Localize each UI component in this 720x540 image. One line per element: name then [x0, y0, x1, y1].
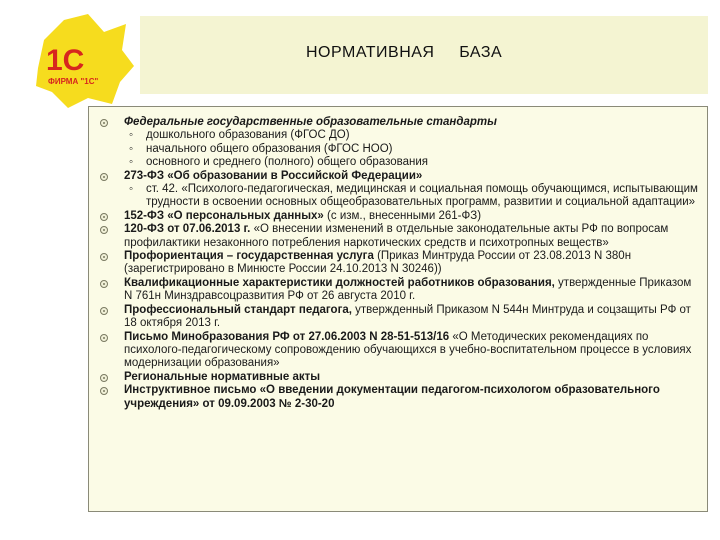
bullet-icon: [100, 119, 108, 127]
bullet-icon: [100, 374, 108, 382]
sub-list: [124, 183, 699, 210]
logo-caption: ФИРМА "1С": [48, 77, 99, 86]
item-lead: Квалификационные характеристики должностей работников образования,: [124, 276, 555, 289]
item-lead: Федеральные государственные образовательные стандарты: [124, 116, 497, 128]
logo-text: 1С: [46, 44, 85, 77]
list-item: [89, 277, 707, 304]
bullet-icon: [100, 226, 108, 234]
list-item: [89, 223, 707, 250]
bullet-icon: [100, 253, 108, 261]
item-lead: Инструктивное письмо «О введении документации педагогом-психологом образовательного учреждения» от 09.09.2003 № 2-30-20: [124, 384, 660, 410]
sub-list: [124, 129, 699, 169]
bullet-icon: [100, 387, 108, 395]
sub-item: ◦ дошкольного образования (ФГОС ДО): [124, 129, 699, 142]
item-text: «О Методических рекомендациях по психолого-педагогическому сопровождению обучающихся в учебно-воспитательном процессе в условиях модернизации образования»: [124, 330, 692, 370]
sub-item: ◦ ст. 42. «Психолого-педагогическая, медицинская и социальная помощь обучающимся, испытывающим трудности в освоении основных общеобразовательных программ, развитии и социальной адаптации»: [124, 183, 699, 210]
norms-list: [89, 116, 707, 411]
item-text: «О внесении изменений в отдельные законодательные акты РФ по вопросам профилактики незаконного потребления наркотических средств и психотропных веществ»: [124, 223, 669, 249]
list-item: [89, 210, 707, 223]
item-lead: 152-ФЗ «О персональных данных»: [124, 209, 324, 222]
content-box: [88, 106, 708, 512]
bullet-icon: [100, 213, 108, 221]
list-item: [89, 116, 707, 170]
list-item: [89, 384, 707, 411]
page-title: НОРМАТИВНАЯ БАЗА: [306, 44, 503, 61]
item-lead: 273-ФЗ «Об образовании в Российской Федерации»: [124, 169, 423, 182]
bullet-icon: [100, 280, 108, 288]
list-item: [89, 304, 707, 331]
item-text: утвержденные Приказом N 761н Минздравсоцразвития РФ от 26 августа 2010 г.: [124, 276, 692, 303]
sub-item: ◦ начального общего образования (ФГОС НОО): [124, 143, 699, 156]
bullet-icon: [100, 307, 108, 315]
item-lead: Региональные нормативные акты: [124, 370, 321, 383]
list-item: [89, 371, 707, 384]
list-item: [89, 170, 707, 210]
list-item: [89, 250, 707, 277]
bullet-icon: [100, 334, 108, 342]
item-text: (с изм., внесенными 261-ФЗ): [323, 209, 482, 222]
item-lead: Письмо Минобразования РФ от 27.06.2003 N 28-51-513/16: [124, 330, 450, 343]
item-lead: 120-ФЗ от 07.06.2013 г.: [124, 223, 251, 236]
1c-logo: [30, 10, 138, 114]
bullet-icon: [100, 173, 108, 181]
item-lead: Профессиональный стандарт педагога,: [124, 303, 352, 316]
item-text: утвержденный Приказом N 544н Минтруда и соцзащиты РФ от 18 октября 2013 г.: [124, 303, 691, 330]
list-item: [89, 331, 707, 371]
item-text: (Приказ Минтруда России от 23.08.2013 N 380н (зарегистрировано в Минюсте России 24.10.2013 N 30246)): [124, 250, 632, 276]
sub-item: ◦ основного и среднего (полного) общего образования: [124, 156, 699, 169]
item-lead: Профориентация – государственная услуга: [124, 250, 374, 263]
